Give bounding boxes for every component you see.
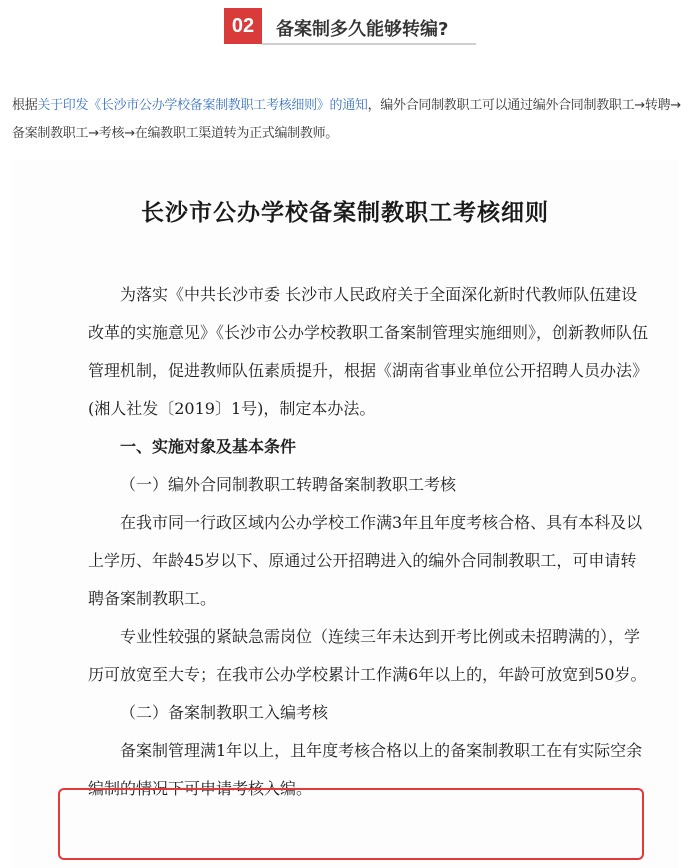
document-preface: 为落实《中共长沙市委 长沙市人民政府关于全面深化新时代教师队伍建设改革的实施意见》《长沙市公办学校教职工备案制管理实施细则》，创新教师队伍管理机制，促进教师队伍素质提升，根据《湖南省事业单位公开招聘人员办法》(湘人社发〔2019〕1号)，制定本办法。 xyxy=(88,285,649,418)
section-underline xyxy=(262,43,476,45)
intro-paragraph xyxy=(12,92,684,148)
document-body xyxy=(88,276,648,808)
red-highlight-box xyxy=(58,788,644,860)
intro-prefix: 根据 xyxy=(12,98,38,113)
document-paragraph-3: 备案制管理满1年以上，且年度考核合格以上的备案制教职工在有实际空余编制的情况下可申请考核入编。 xyxy=(88,741,643,798)
document-paragraph-1: 在我市同一行政区域内公办学校工作满3年且年度考核合格、具有本科及以上学历、年龄45岁以下、原通过公开招聘进入的编外合同制教职工，可申请转聘备案制教职工。 xyxy=(88,513,643,608)
document-title: 长沙市公办学校备案制教职工考核细则 xyxy=(141,199,549,226)
intro-suffix: ，编外合同制教职工可以通过编外合同制教职工→转聘→备案制教职工→考核→在编教职工渠道转为正式编制教师。 xyxy=(12,98,681,141)
section-header xyxy=(224,8,476,46)
notice-link[interactable]: 关于印发《长沙市公办学校备案制教职工考核细则》的通知 xyxy=(37,98,368,113)
section-title: 备案制多久能够转编? xyxy=(276,19,449,40)
section-number-badge: 02 xyxy=(224,8,262,44)
document-subheading-2: （二）备案制教职工入编考核 xyxy=(120,703,329,722)
document-subheading-1: （一）编外合同制教职工转聘备案制教职工考核 xyxy=(120,475,457,494)
scanned-document-image xyxy=(12,160,678,868)
document-paragraph-2: 专业性较强的紧缺急需岗位（连续三年未达到开考比例或未招聘满的），学历可放宽至大专；在我市公办学校累计工作满6年以上的，年龄可放宽到50岁。 xyxy=(88,627,647,684)
document-heading-1: 一、实施对象及基本条件 xyxy=(120,437,297,456)
